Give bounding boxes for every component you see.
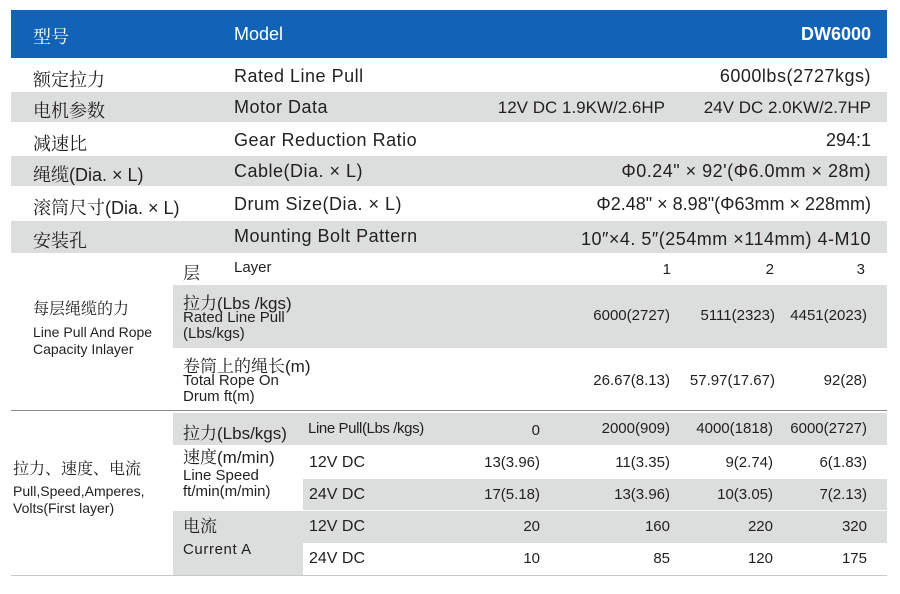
layer-number: 3 (856, 261, 865, 278)
perf-speed-label (183, 450, 275, 500)
spec-row-drum-size (11, 187, 887, 220)
model-label-cn: 型号 (33, 27, 69, 47)
spec-label-cn: 安装孔 (33, 231, 87, 251)
current-value: 85 (653, 550, 670, 567)
perf-pull-value: 0 (531, 422, 540, 439)
speed-value: 10(3.05) (717, 486, 773, 503)
model-label-en: Model (234, 24, 284, 44)
spec-value: Φ0.24" × 92'(Φ6.0mm × 28m) (621, 161, 871, 181)
perf-current-12v-row (173, 511, 887, 543)
spec-label-en: Drum Size(Dia. × L) (234, 194, 403, 214)
perf-current-label (183, 518, 252, 559)
perf-speed-12v-row (303, 447, 887, 478)
layer-pull-value: 5111(2323) (700, 307, 775, 324)
layer-rope-label-cn: 卷筒上的绳长(m) (183, 357, 311, 376)
spec-value-24v: 24V DC 2.0KW/2.7HP (703, 98, 871, 117)
spec-label-en: Rated Line Pull (234, 66, 364, 86)
perf-pull-label-en: Line Pull(Lbs /kgs) (308, 420, 424, 437)
current-value: 175 (841, 550, 867, 567)
layer-rope-label-en-1: Total Rope On (183, 372, 279, 389)
section-divider (11, 410, 887, 411)
speed-value: 9(2.74) (725, 454, 773, 471)
perf-speed-label-en-2: ft/min(m/min) (183, 483, 271, 500)
voltage-label: 12V DC (309, 518, 366, 535)
voltage-label: 12V DC (309, 454, 366, 471)
layer-label-en: Layer (234, 259, 272, 276)
spec-label-cn: 滚筒尺寸(Dia. × L) (33, 198, 180, 218)
bottom-rule (11, 575, 887, 576)
speed-value: 7(2.13) (819, 486, 867, 503)
spec-label-en: Cable(Dia. × L) (234, 161, 364, 181)
perf-section-title-en-1: Pull,Speed,Amperes, (13, 483, 145, 499)
perf-speed-label-cn: 速度(m/min) (183, 448, 275, 467)
perf-current-label-cn: 电流 (183, 517, 217, 536)
spec-row-motor (11, 92, 887, 122)
spec-label-en: Motor Data (234, 97, 329, 117)
spec-value-12v: 12V DC 1.9KW/2.6HP (497, 98, 665, 117)
spec-label-cn: 额定拉力 (33, 70, 105, 90)
perf-pull-label-cn: 拉力(Lbs/kgs) (183, 424, 287, 443)
perf-section-title-en-2: Volts(First layer) (13, 500, 115, 516)
layer-rope-row (173, 349, 887, 408)
current-value: 20 (523, 518, 540, 535)
layer-rope-label-en-2: Drum ft(m) (183, 388, 255, 405)
layer-pull-label-en-2: (Lbs/kgs) (183, 325, 245, 342)
layer-header-row (173, 254, 887, 284)
spec-value: Φ2.48" × 8.98"(Φ63mm × 228mm) (596, 194, 871, 214)
layer-section-title (33, 301, 152, 358)
layer-section-title-en-2: Capacity Inlayer (33, 341, 134, 357)
current-value: 120 (747, 550, 773, 567)
perf-pull-value: 4000(1818) (696, 420, 773, 437)
spec-row-cable (11, 156, 887, 186)
current-value: 10 (523, 550, 540, 567)
header-bar (11, 10, 887, 58)
speed-value: 17(5.18) (484, 486, 540, 503)
perf-section-title (13, 461, 145, 517)
spec-value: 10″×4. 5″(254mm ×114mm) 4-M10 (580, 229, 871, 249)
perf-section-title-cn: 拉力、速度、电流 (13, 461, 142, 478)
layer-pull-label-en-1: Rated Line Pull (183, 309, 285, 326)
speed-value: 13(3.96) (614, 486, 670, 503)
layer-pull-row (173, 285, 887, 348)
speed-value: 6(1.83) (819, 454, 867, 471)
layer-label-cn: 层 (183, 264, 200, 283)
layer-number: 1 (662, 261, 671, 278)
perf-current-24v-row (303, 543, 887, 575)
voltage-label: 24V DC (309, 486, 366, 503)
spec-label-cn: 减速比 (33, 134, 87, 154)
perf-pull-row (173, 413, 887, 445)
perf-current-label-en: Current A (183, 541, 252, 558)
layer-pull-label-cn: 拉力(Lbs /kgs) (183, 294, 292, 313)
current-value: 220 (747, 518, 773, 535)
speed-value: 13(3.96) (484, 454, 540, 471)
perf-speed-label-en-1: Line Speed (183, 467, 259, 484)
layer-section-title-cn: 每层绳缆的力 (33, 301, 130, 318)
spec-label-cn: 电机参数 (33, 101, 105, 121)
model-value: DW6000 (800, 24, 871, 44)
spec-value: 294:1 (825, 130, 871, 150)
speed-value: 11(3.35) (615, 454, 670, 471)
voltage-label: 24V DC (309, 550, 366, 567)
perf-speed-24v-row (303, 479, 887, 510)
layer-number: 2 (765, 261, 774, 278)
spec-label-en: Gear Reduction Ratio (234, 130, 418, 150)
spec-value: 6000lbs(2727kgs) (719, 66, 871, 86)
layer-pull-value: 4451(2023) (790, 307, 867, 324)
layer-rope-value: 57.97(17.67) (689, 372, 775, 389)
spec-label-en: Mounting Bolt Pattern (234, 226, 418, 246)
layer-section-title-en-1: Line Pull And Rope (33, 324, 153, 340)
current-value: 320 (841, 518, 867, 535)
spec-row-rated-pull (11, 61, 887, 91)
spec-row-mounting (11, 221, 887, 253)
spec-row-gear-ratio (11, 123, 887, 155)
perf-pull-value: 2000(909) (601, 420, 670, 437)
spec-label-cn: 绳缆(Dia. × L) (33, 165, 144, 185)
layer-rope-value: 26.67(8.13) (593, 372, 670, 389)
layer-pull-value: 6000(2727) (593, 307, 670, 324)
current-value: 160 (644, 518, 670, 535)
perf-pull-value: 6000(2727) (790, 420, 867, 437)
layer-rope-value: 92(28) (823, 372, 867, 389)
